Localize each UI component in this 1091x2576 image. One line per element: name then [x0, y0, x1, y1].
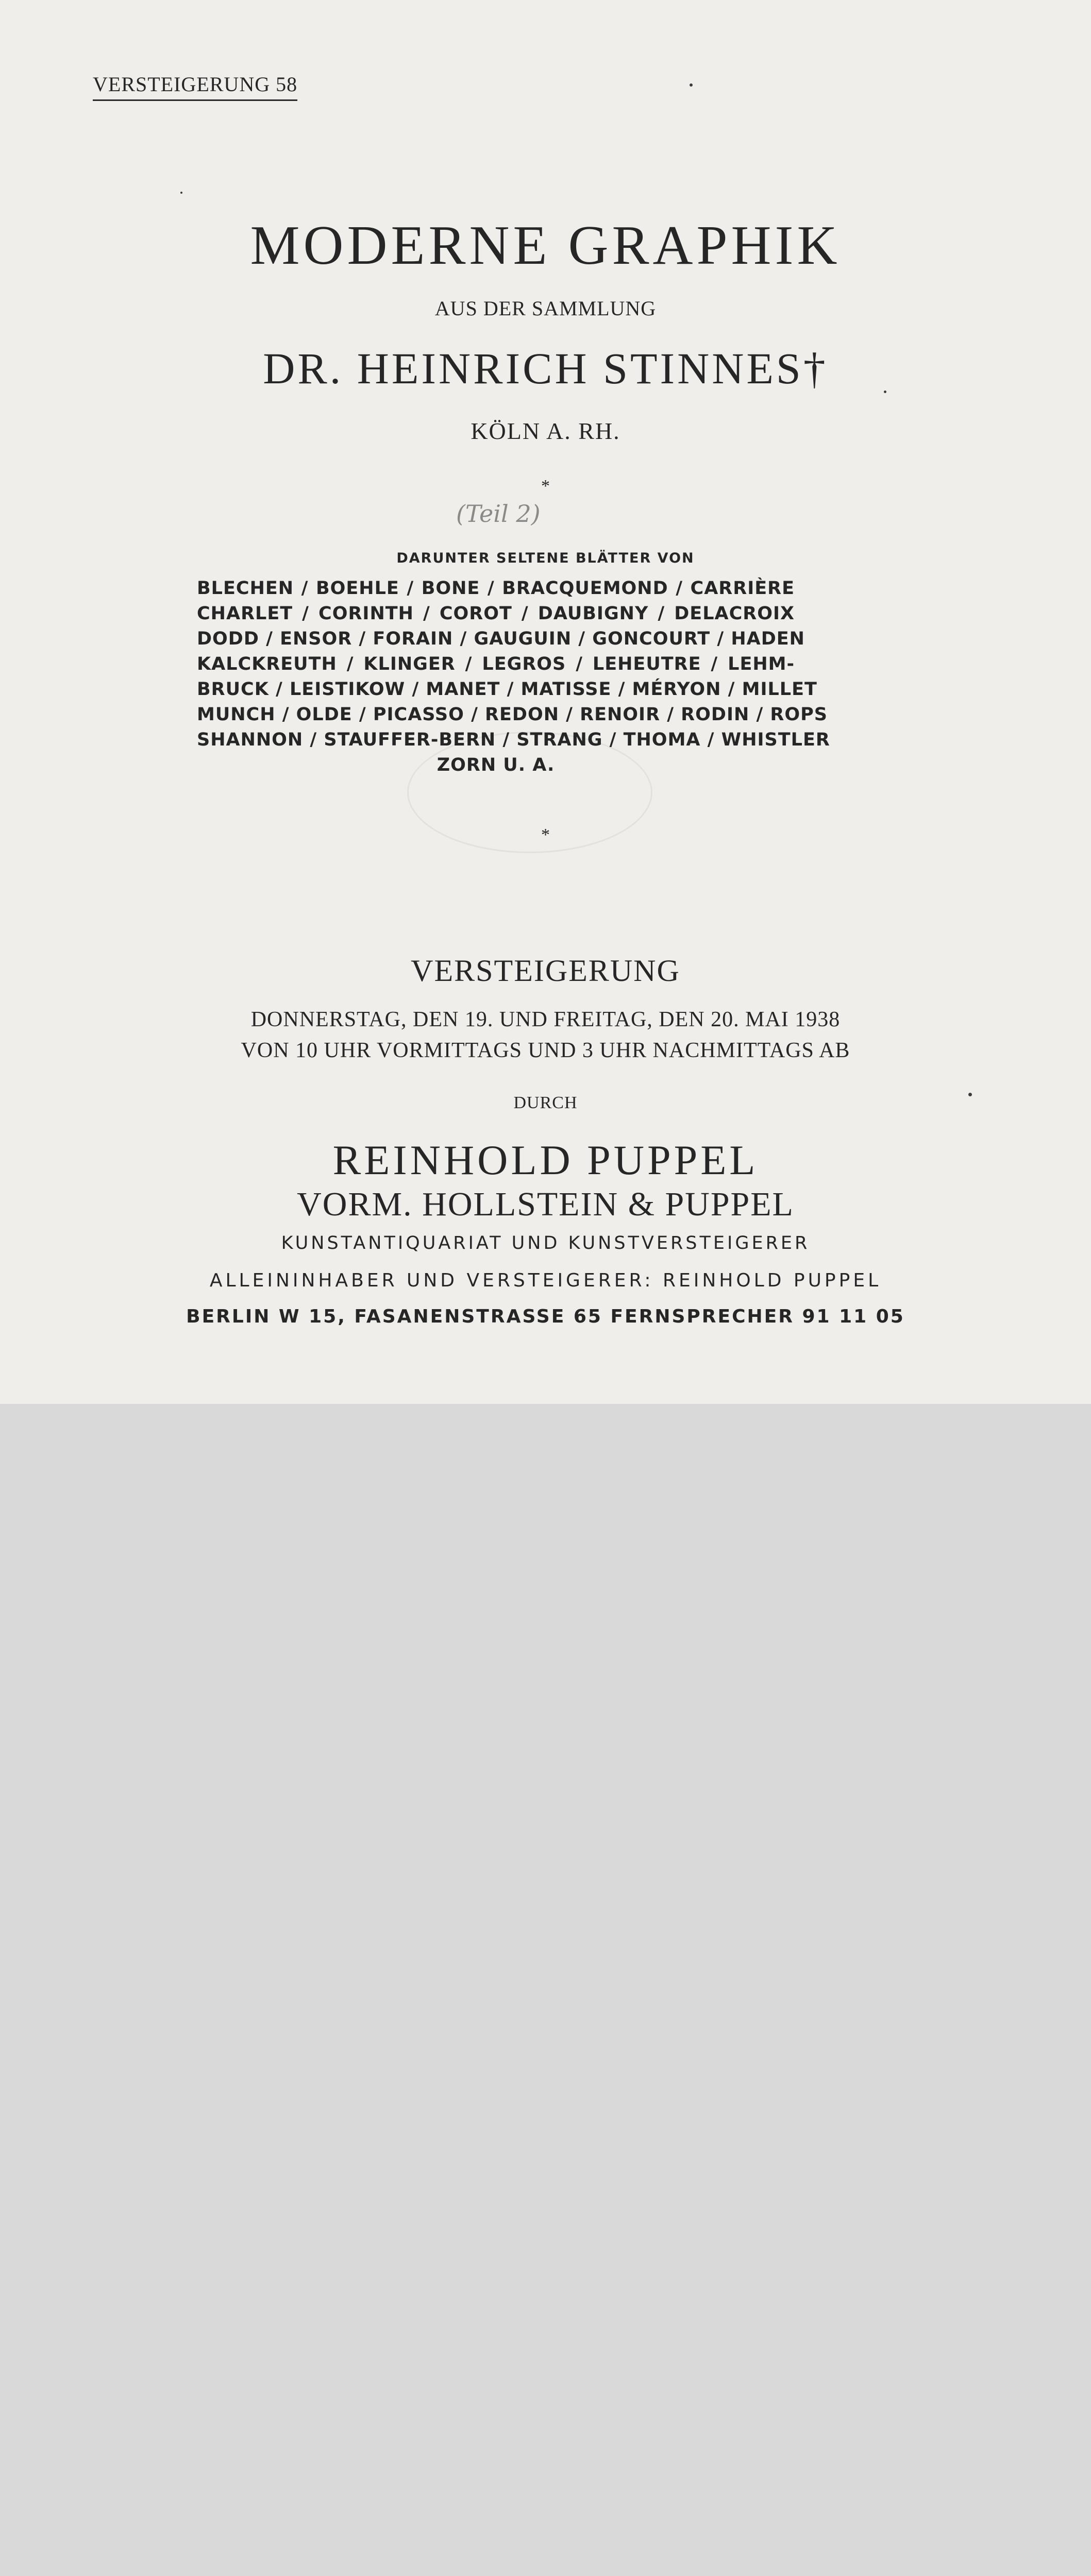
paper-speck: [884, 391, 886, 393]
artists-intro: DARUNTER SELTENE BLÄTTER VON: [396, 550, 695, 566]
separator-asterisk: *: [541, 825, 550, 844]
collection-label: AUS DER SAMMLUNG: [434, 297, 657, 320]
auction-times: VON 10 UHR VORMITTAGS UND 3 UHR NACHMITTAGS AB: [241, 1039, 850, 1062]
artists-line: BRUCK / LEISTIKOW / MANET / MATISSE / MÉRYON / MILLET: [197, 679, 817, 700]
auctioneer-name: REINHOLD PUPPEL: [332, 1137, 759, 1183]
artists-line: BLECHEN / BOEHLE / BONE / BRACQUEMOND / CARRIÈRE: [197, 578, 795, 599]
auction-number: VERSTEIGERUNG 58: [93, 72, 297, 101]
auctioneer-description: KUNSTANTIQUARIAT UND KUNSTVERSTEIGERER: [281, 1233, 810, 1253]
auction-heading: VERSTEIGERUNG: [411, 954, 680, 988]
paper-speck: [968, 1093, 972, 1096]
catalog-title: MODERNE GRAPHIK: [250, 215, 841, 276]
auctioneer-address: BERLIN W 15, FASANENSTRASSE 65 FERNSPRECHER 91 11 05: [186, 1306, 905, 1327]
paper-speck: [690, 83, 693, 87]
artists-line: KALCKREUTH / KLINGER / LEGROS / LEHEUTRE / LEHM-: [197, 654, 795, 674]
artists-line: CHARLET / CORINTH / COROT / DAUBIGNY / DELACROIX: [197, 603, 795, 624]
separator-asterisk: *: [541, 477, 550, 496]
auction-by-label: DURCH: [513, 1093, 578, 1112]
artists-line: MUNCH / OLDE / PICASSO / REDON / RENOIR / RODIN / ROPS: [197, 704, 828, 725]
auctioneer-owner: ALLEININHABER UND VERSTEIGERER: REINHOLD PUPPEL: [209, 1270, 882, 1291]
handwritten-note: (Teil 2): [456, 500, 541, 528]
artists-line: ZORN U. A.: [437, 755, 555, 775]
collector-name: DR. HEINRICH STINNES†: [263, 344, 828, 393]
paper-speck: [180, 192, 182, 194]
artists-line: DODD / ENSOR / FORAIN / GAUGUIN / GONCOURT / HADEN: [197, 629, 805, 649]
digitization-footer: [0, 1404, 1091, 1485]
auctioneer-former-name: VORM. HOLLSTEIN & PUPPEL: [297, 1185, 794, 1223]
collector-city: KÖLN A. RH.: [471, 418, 620, 444]
artists-line: SHANNON / STAUFFER-BERN / STRANG / THOMA / WHISTLER: [197, 730, 830, 750]
auction-dates: DONNERSTAG, DEN 19. UND FREITAG, DEN 20. MAI 1938: [250, 1008, 841, 1031]
